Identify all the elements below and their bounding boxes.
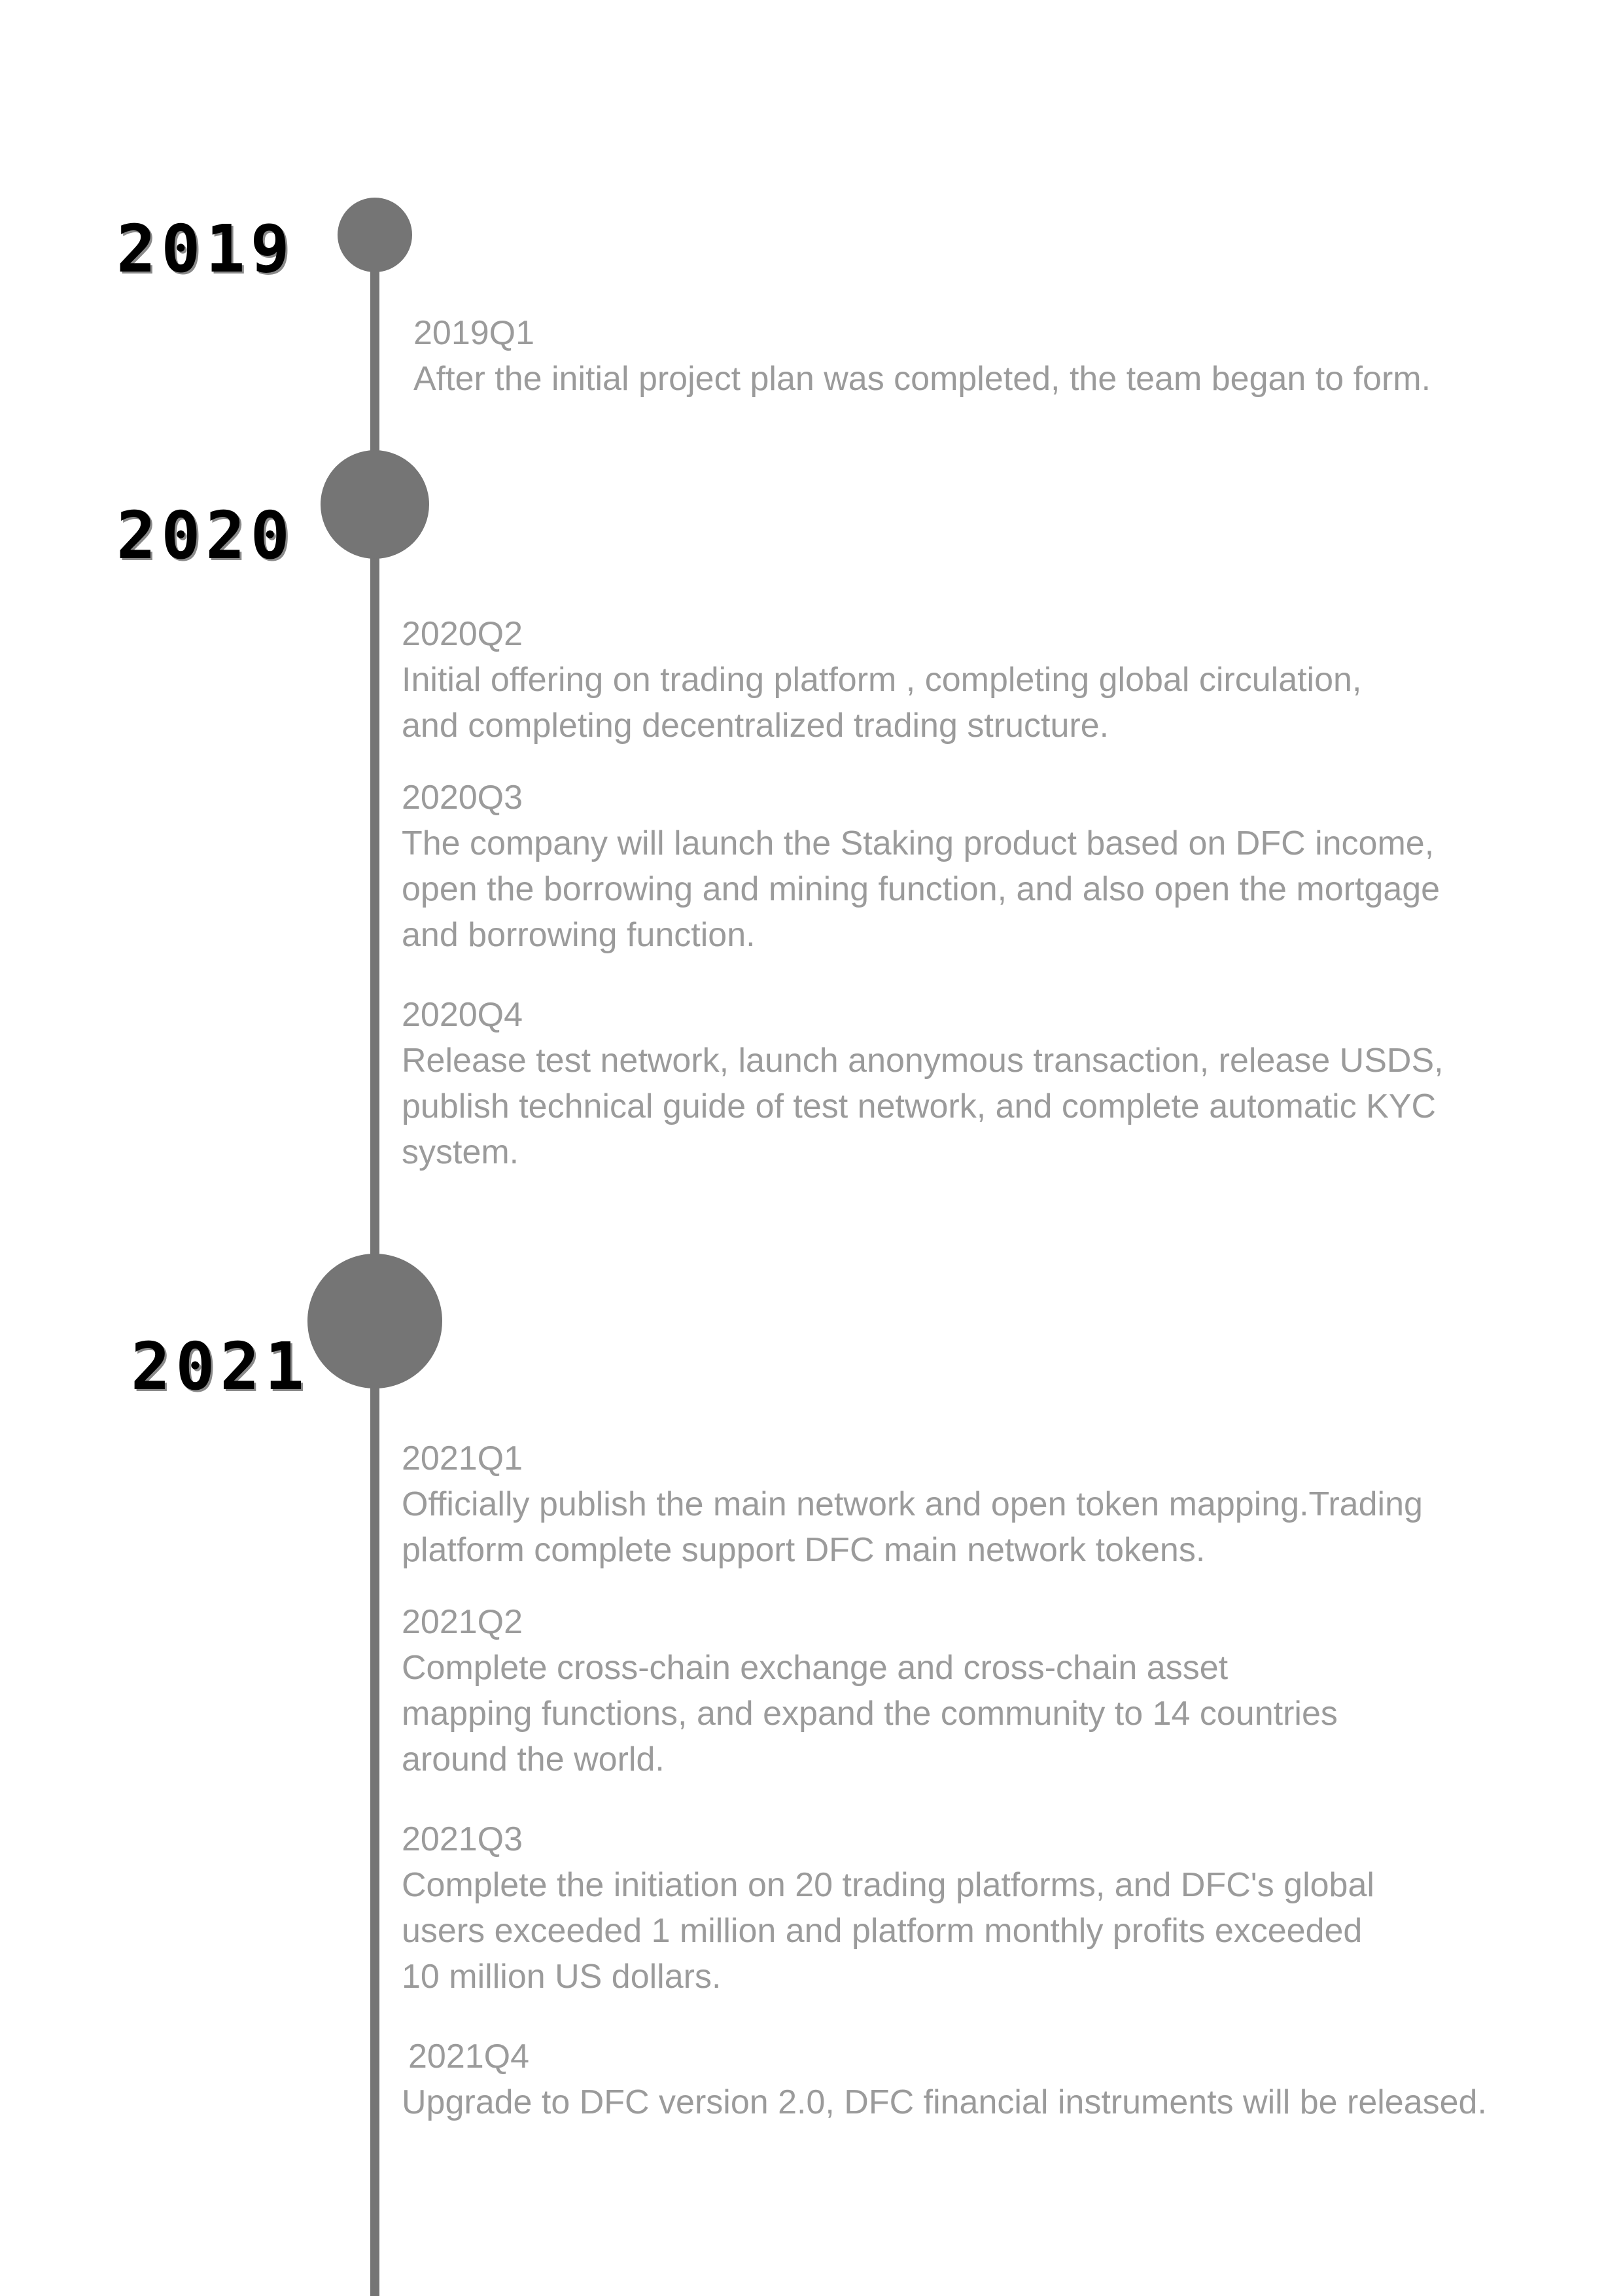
- timeline-entry: [402, 992, 1444, 1175]
- timeline-entry: [402, 2034, 1487, 2125]
- timeline-entry: [402, 1599, 1338, 1782]
- timeline-node-2019: [338, 198, 412, 272]
- timeline-node-2021: [307, 1254, 442, 1388]
- entry-text: Complete cross-chain exchange and cross-chain asset mapping functions, and expand the community to 14 countries around the world.: [402, 1649, 1338, 1778]
- entry-quarter: 2021Q1: [402, 1439, 523, 1477]
- entry-text: Complete the initiation on 20 trading platforms, and DFC's global users exceeded 1 million and platform monthly profits exceeded 10 million US dollars.: [402, 1866, 1374, 1996]
- timeline-node-2020: [321, 450, 429, 559]
- entry-quarter: 2020Q4: [402, 996, 523, 1034]
- entry-quarter: 2021Q4: [408, 2038, 530, 2075]
- year-label-2020: 2020: [116, 497, 295, 574]
- timeline-entry: [402, 611, 1361, 749]
- timeline-entry: [402, 775, 1440, 958]
- year-label-2019: 2019: [116, 211, 295, 287]
- entry-quarter: 2021Q2: [402, 1603, 523, 1641]
- timeline-entry: [413, 310, 1431, 402]
- entry-text: Officially publish the main network and open token mapping.Trading platform complete support DFC main network tokens.: [402, 1485, 1423, 1569]
- entry-text: The company will launch the Staking product based on DFC income, open the borrowing and mining function, and also open the mortgage and borrowing function.: [402, 824, 1440, 954]
- entry-quarter: 2021Q3: [402, 1820, 523, 1858]
- timeline-entry: [402, 1816, 1374, 2000]
- entry-quarter: 2020Q2: [402, 615, 523, 653]
- entry-text: Initial offering on trading platform , completing global circulation, and completing decentralized trading structure.: [402, 661, 1362, 745]
- timeline-entry: [402, 1436, 1423, 1573]
- entry-text: After the initial project plan was completed, the team began to form.: [413, 360, 1431, 398]
- year-label-2021: 2021: [131, 1328, 309, 1405]
- entry-quarter: 2019Q1: [413, 314, 535, 352]
- entry-text: Upgrade to DFC version 2.0, DFC financial instruments will be released.: [402, 2083, 1487, 2121]
- entry-text: Release test network, launch anonymous transaction, release USDS, publish technical guide of test network, and complete automatic KYC system.: [402, 1042, 1444, 1171]
- entry-quarter: 2020Q3: [402, 779, 523, 817]
